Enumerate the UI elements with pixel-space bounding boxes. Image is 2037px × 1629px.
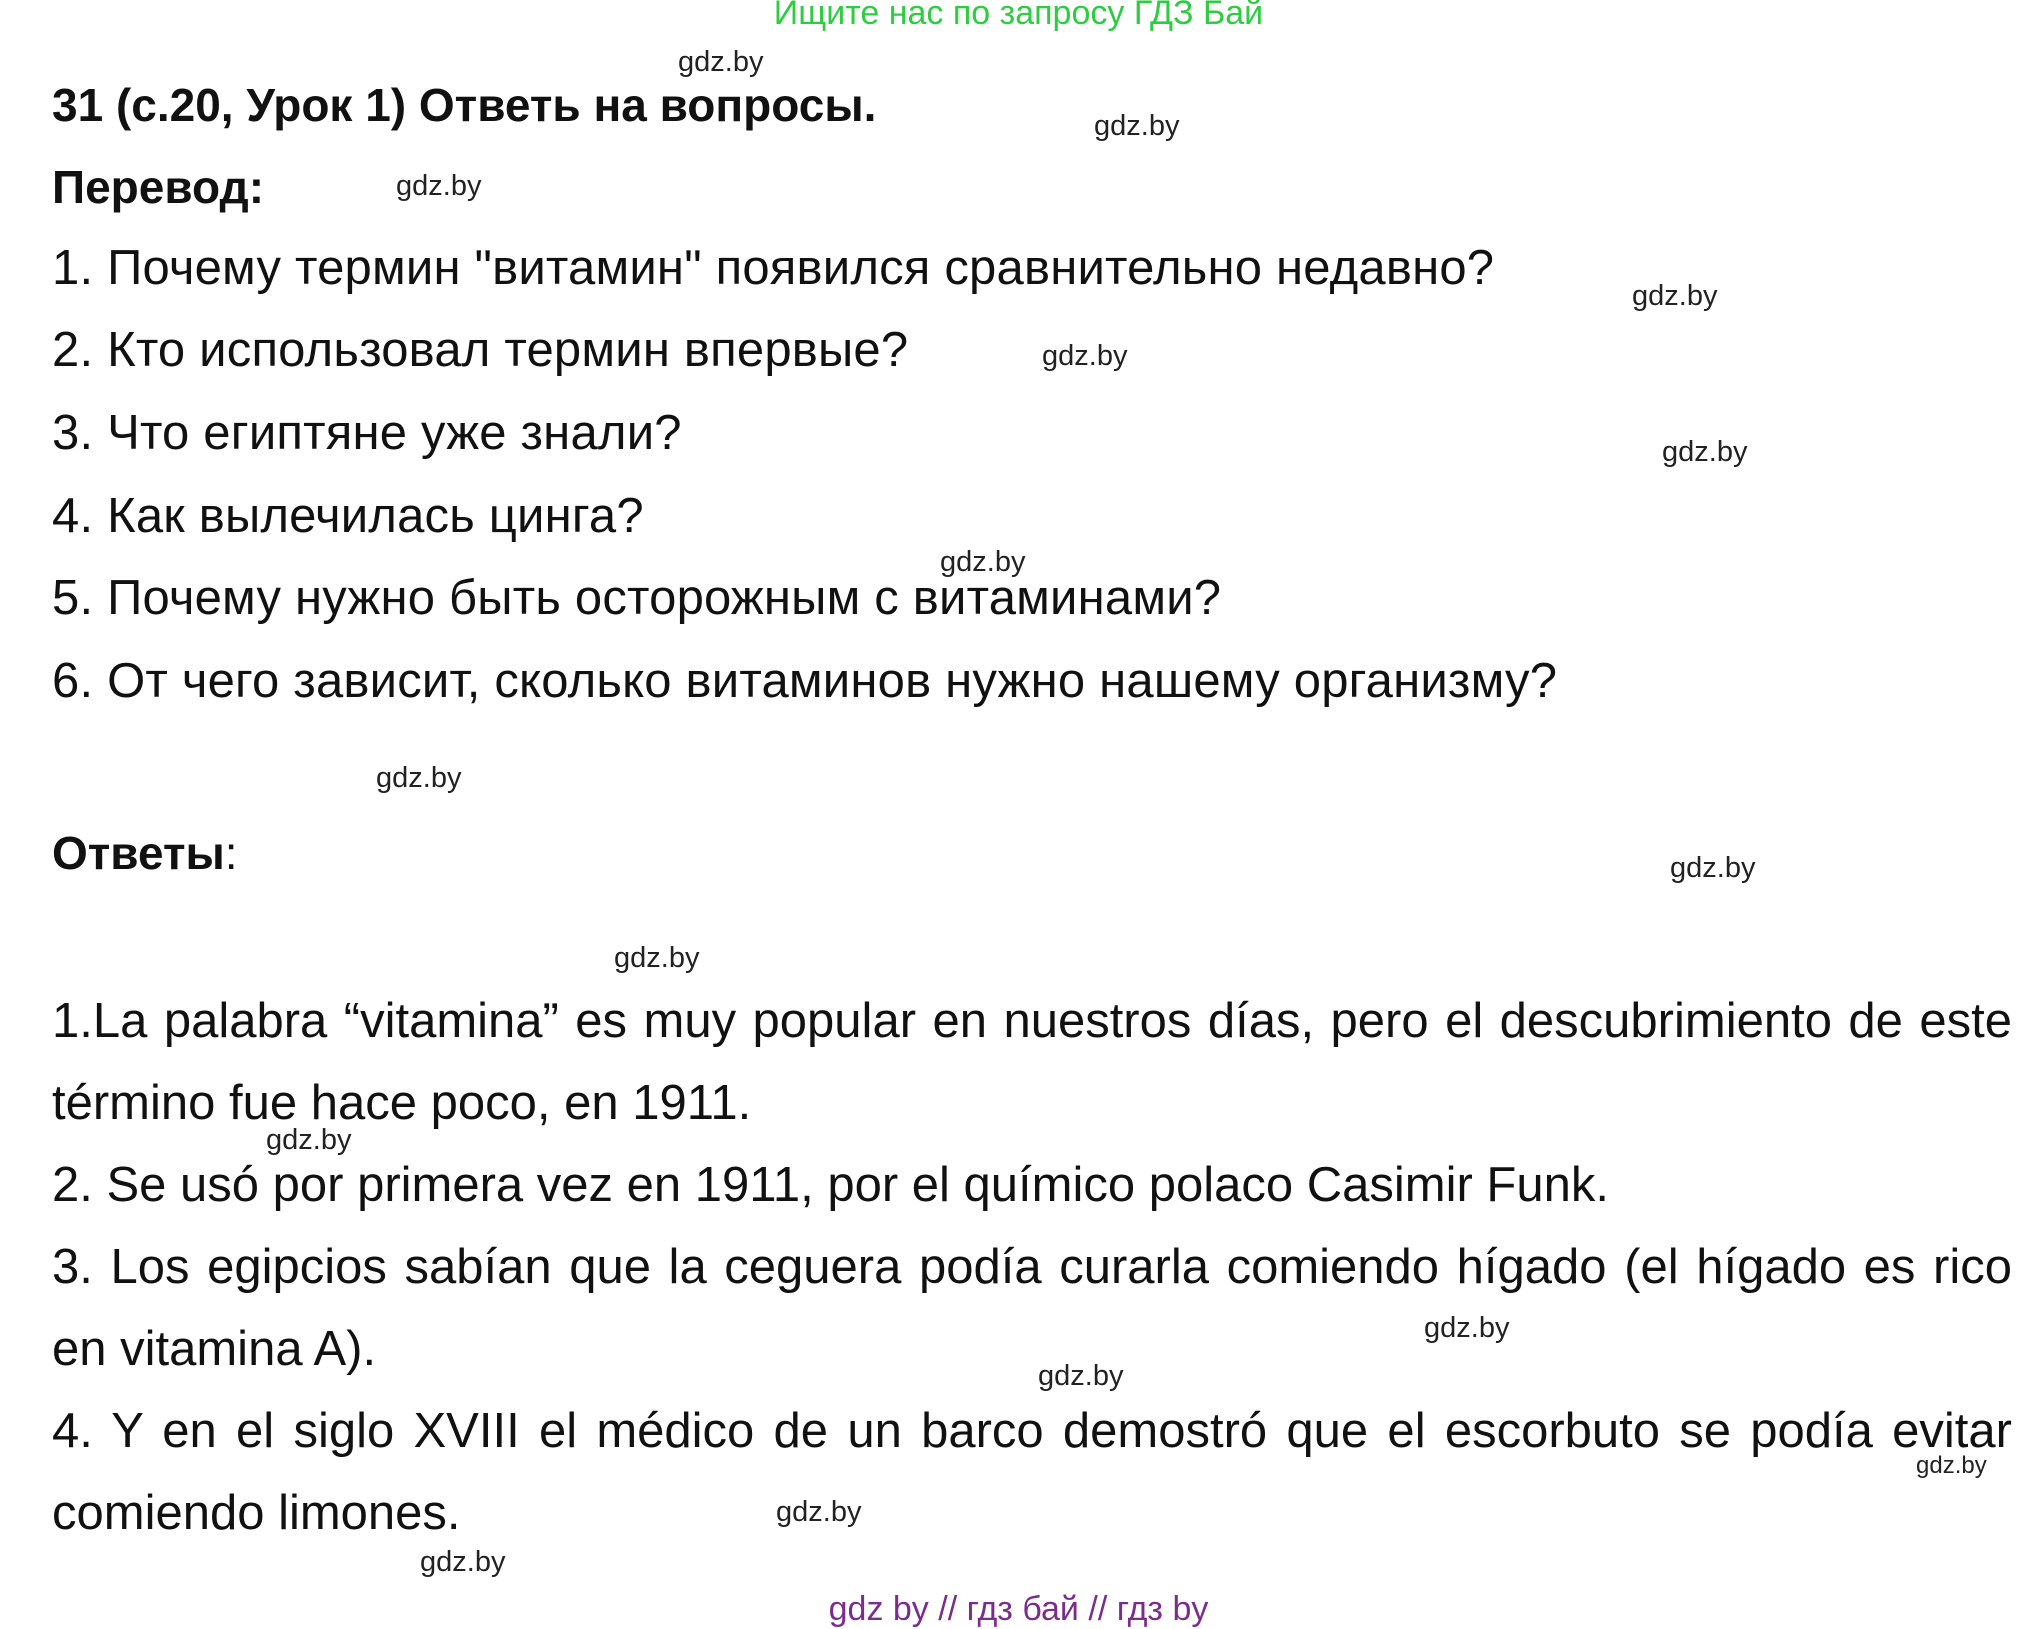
answers-block: [52, 980, 2012, 1554]
watermark: gdz.by: [678, 46, 764, 78]
question-item: 6. От чего зависит, сколько витаминов нужно нашему организму?: [52, 654, 1558, 708]
watermark: gdz.by: [1038, 1360, 1124, 1392]
question-item: 3. Что египтяне уже знали?: [52, 406, 682, 460]
watermark: gdz.by: [266, 1124, 352, 1156]
footer-links: gdz by // гдз бай // гдз by: [828, 1590, 1209, 1628]
question-item: 4. Как вылечилась цинга?: [52, 489, 644, 543]
question-item: 2. Кто использовал термин впервые?: [52, 323, 909, 377]
watermark: gdz.by: [1670, 852, 1756, 884]
answer-item: 3. Los egipcios sabían que la ceguera podía curarla comiendo hígado (el hígado es rico en vitamina A).: [52, 1240, 2012, 1376]
answer-item: 4. Y en el siglo XVIII el médico de un barco demostró que el escorbuto se podía evitar comiendo limones.: [52, 1404, 2012, 1540]
question-item: 5. Почему нужно быть осторожным с витаминами?: [52, 571, 1222, 625]
answers-heading: [52, 826, 238, 880]
answers-heading-label: Ответы: [52, 827, 225, 879]
watermark: gdz.by: [1042, 340, 1128, 372]
watermark: gdz.by: [940, 546, 1026, 578]
answer-item: 2. Se usó por primera vez en 1911, por el químico polaco Casimir Funk.: [52, 1158, 1609, 1212]
watermark: gdz.by: [776, 1496, 862, 1528]
watermark: gdz.by: [396, 170, 482, 202]
watermark: gdz.by: [376, 762, 462, 794]
watermark: gdz.by: [420, 1546, 506, 1578]
page-title: 31 (с.20, Урок 1) Ответь на вопросы.: [52, 79, 877, 131]
question-item: 1. Почему термин "витамин" появился сравнительно недавно?: [52, 241, 1495, 295]
watermark: gdz.by: [614, 942, 700, 974]
watermark: gdz.by: [1094, 110, 1180, 142]
watermark: gdz.by: [1424, 1312, 1510, 1344]
watermark: gdz.by: [1916, 1452, 1987, 1479]
answer-item: 1.La palabra “vitamina” es muy popular en nuestros días, pero el descubrimiento de este término fue hace poco, en 1911.: [52, 994, 2012, 1130]
translation-heading: Перевод:: [52, 161, 265, 213]
top-banner: Ищите нас по запросу ГДЗ Бай: [773, 0, 1264, 32]
watermark: gdz.by: [1632, 280, 1718, 312]
answers-heading-colon: :: [224, 827, 238, 879]
watermark: gdz.by: [1662, 436, 1748, 468]
